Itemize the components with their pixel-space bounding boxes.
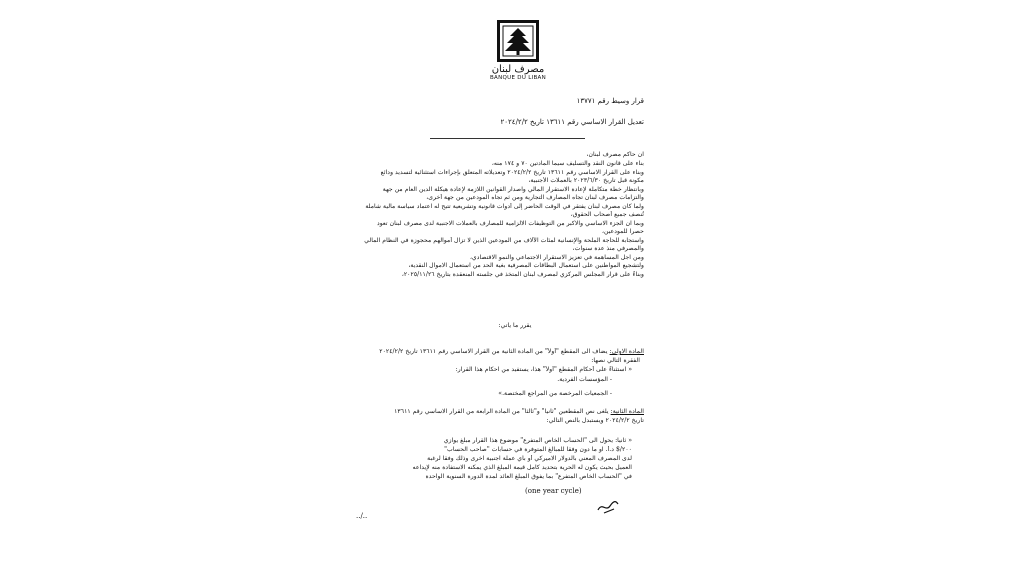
preamble-line: ولما كان مصرف لبنان يفتقر في الوقت الحاضر إلى أدوات قانونية وتشريعية تتيح له اعتماد سياسة مالية شاملة [365, 203, 644, 210]
article-1-item: - الجمعيات المرخصة من المراجع المختصة.» [498, 390, 612, 397]
continuation-mark: ../.. [356, 512, 368, 520]
article-1-line3: « استثناءً على أحكام المقطع "أولاً" هذا، يستفيد من احكام هذا القرار: [455, 366, 632, 373]
preamble-line: ان حاكم مصرف لبنان، [586, 151, 644, 158]
document-page [300, 0, 724, 576]
preamble-line: ولتشجيع المواطنين على استعمال البطاقات المصرفية بغية الحد من استعمال الاموال النقدية، [408, 262, 644, 269]
preamble-line: تُنصف جميع أصحاب الحقوق، [570, 211, 644, 218]
article-2-quote-line: العميل بحيث يكون له الحرية بتحديد كامل قيمة المبلغ الذي يمكنه الاستفادة منه لإيداعه [412, 464, 632, 471]
preamble-line: وبناءً على قرار المجلس المركزي لمصرف لبنان المتخذ في جلسته المنعقدة بتاريخ ٢٠٢٥/١١/٢٦، [401, 271, 644, 278]
preamble-line: ومن اجل المساهمة في تعزيز الاستقرار الاجتماعي والنمو الاقتصادي، [469, 254, 644, 261]
one-year-cycle-note: (one year cycle) [525, 487, 582, 495]
preamble-line: واستجابة للحاجة الملحة والإنسانية لمئات الآلاف من المودعين الذين لا تزال أموالهم محجوزة في النظام المالي [364, 237, 644, 244]
article-2-quote-line: ٢٠٠/$ د.أ. او ما دون وفقاً للمبالغ المتوفرة في حسابات "صاحب الحساب" [444, 446, 632, 453]
article-2-line2: تاريخ ٢٠٢٤/٢/٢ ويستبدل بالنص التالي: [546, 417, 644, 424]
article-1-item: - المؤسسات الفردية. [557, 376, 612, 383]
decision-number: قرار وسيط رقم ١٣٧٧١ [576, 97, 644, 105]
article-1-text [379, 348, 644, 356]
article-2-text [394, 408, 644, 416]
article-2-body: يلغى نص المقطعين "ثانياً" و"ثالثاً" من المادة الرابعة من القرار الاساسي رقم ١٣٦١١ [394, 408, 609, 415]
decision-subject: تعديل القرار الاساسي رقم ١٣٦١١ تاريخ ٢٠٢٤/٢/٢ [500, 118, 644, 126]
preamble-line: حصراً للمودعين، [601, 228, 644, 235]
brand-arabic-name: مصرف لبنان [491, 64, 545, 75]
banque-du-liban-cedar-logo-icon [497, 20, 539, 62]
subject-divider [430, 138, 585, 139]
preamble-line: مكونة قبل تاريخ ٢٠٢٣/٦/٣٠ بالعملات الأجنبية، [528, 177, 644, 184]
article-1-label: المادة الاولى: [609, 348, 644, 355]
article-2-quote-line: « ثانياً: يحول الى "الحساب الخاص المتفرع" موضوع هذا القرار مبلغ يوازي [443, 437, 632, 444]
preamble-line: وبناء على القرار الاساسي رقم ١٣٦١١ تاريخ ٢٠٢٤/٢/٢ وتعديلاته المتعلق بإجراءات استثنائية لتسديد ودائع [380, 169, 644, 176]
article-1-body: يضاف الى المقطع "أولاً" من المادة الثانية من القرار الاساسي رقم ١٣٦١١ تاريخ ٢٠٢٤/٢/٢ [379, 348, 608, 355]
preamble-line: وبانتظار خطة متكاملة لإعادة الاستقرار المالي واصدار القوانين اللازمة لإعادة هيكلة الدين العام من جهة [382, 186, 644, 193]
preamble-line: والتزامات مصرف لبنان تجاه المصارف التجارية ومن ثم تجاه المودعين من جهة أخرى، [426, 194, 644, 201]
article-2-quote-line: في "الحساب الخاص المتفرع" بما يفوق المبلغ العائد لمدة الدورة السنوية الواحدة [425, 473, 632, 480]
preamble-line: والمصرفي منذ عدة سنوات، [572, 245, 644, 252]
initials-signature-icon [596, 498, 620, 516]
brand-english-name: BANQUE DU LIBAN [489, 75, 547, 81]
article-1-line2: الفقرة التالي نصها: [591, 357, 640, 364]
article-2-label: المادة الثانية: [610, 408, 644, 415]
preamble-line: وبما ان الجزء الاساسي والاكبر من التوظيفات الالزامية للمصارف بالعملات الاجنبية لدى مصرف لبنان تعود [376, 220, 644, 227]
preamble-line: بناء على قانون النقد والتسليف سيما المادتين ٧٠ و ١٧٤ منه، [491, 160, 644, 167]
article-2-quote-line: لدى المصرف المعني بالدولار الاميركي أو بأي عملة اجنبية اخرى وذلك وفقاً لرغبة [427, 455, 632, 462]
decides-heading: يقرر ما يأتي: [498, 322, 532, 329]
